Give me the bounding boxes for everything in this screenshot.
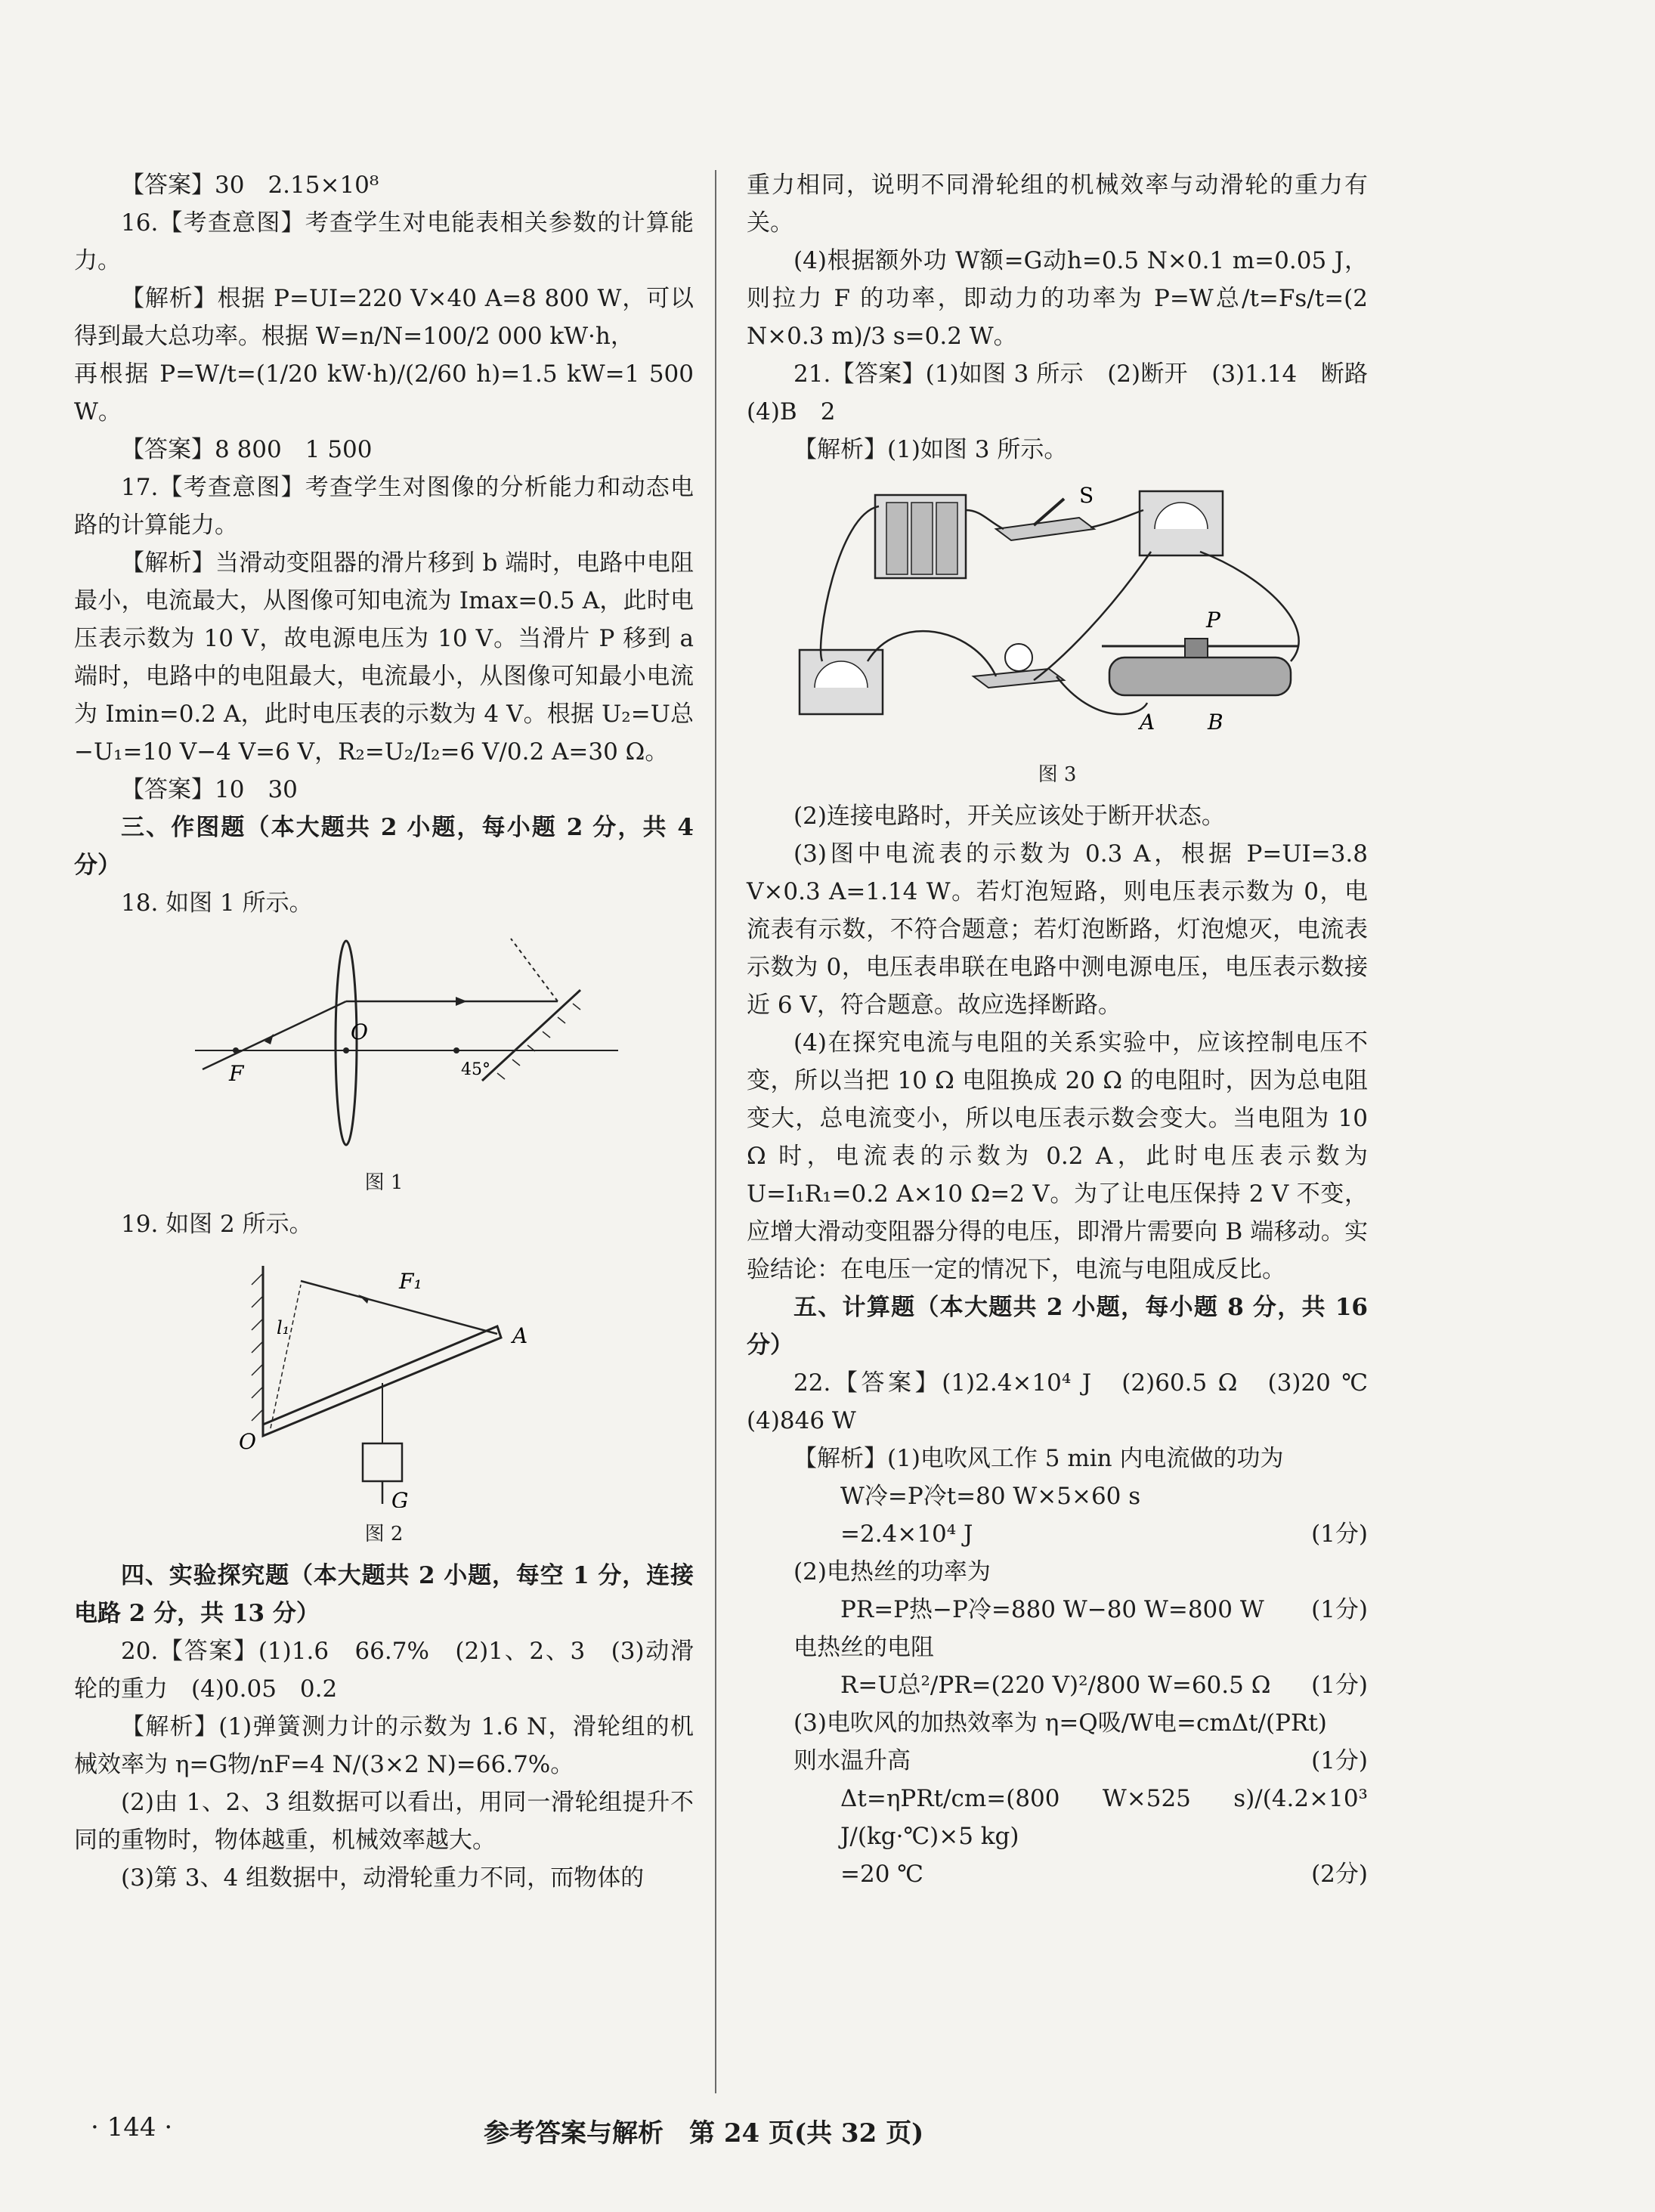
- incident-ray: [203, 1001, 346, 1069]
- q22-analysis-a: 【解析】(1)电吹风工作 5 min 内电流做的功为: [793, 1445, 1284, 1472]
- figure-2: [74, 1251, 694, 1549]
- label-45deg: 45°: [461, 1060, 490, 1079]
- q21-analysis-a: 【解析】(1)如图 3 所示。: [793, 436, 1068, 463]
- lamp-bulb: [1005, 644, 1032, 671]
- force-arrow: [358, 1295, 369, 1304]
- focus-right: [453, 1047, 459, 1053]
- q20-analysis-b: (2)由 1、2、3 组数据可以看出，用同一滑轮组提升不同的重物时，物体越重，机械效率越大。: [74, 1789, 694, 1854]
- score-3: (1分): [1311, 1672, 1368, 1699]
- footer-title: 参考答案与解析 第 24 页(共 32 页): [484, 2118, 924, 2149]
- label-F1: F₁: [399, 1269, 422, 1294]
- answer-17: 【答案】10 30: [121, 776, 298, 803]
- q22-analysis-e: 则水温升高: [793, 1747, 911, 1774]
- section-4-heading: 四、实验探究题（本大题共 2 小题，每空 1 分，连接电路 2 分，共 13 分）: [74, 1562, 694, 1627]
- q22-analysis-d: (3)电吹风的加热效率为 η=Q吸/W电=cmΔt/(PRt) (1分): [747, 1704, 1368, 1742]
- reflected-ray: [511, 939, 558, 1001]
- switch-base: [996, 518, 1094, 540]
- figure-2-caption: 图 2: [364, 1523, 404, 1545]
- rheostat-slider: [1185, 639, 1208, 657]
- q21-analysis-b: (2)连接电路时，开关应该处于断开状态。: [793, 803, 1225, 830]
- q20-analysis-a: 【解析】(1)弹簧测力计的示数为 1.6 N，滑轮组的机械效率为 η=G物/nF=4 N/(3×2 N)=66.7%。: [74, 1713, 694, 1778]
- label-G: G: [391, 1488, 409, 1508]
- ray-arrow-2: [456, 997, 467, 1006]
- figure-3: [747, 476, 1368, 790]
- circuit-diagram: [747, 476, 1368, 748]
- label-O2: O: [239, 1429, 256, 1454]
- q20-continued: 重力相同，说明不同滑轮组的机械效率与动滑轮的重力有关。: [747, 172, 1368, 237]
- q16-analysis-b: 再根据 P=W/t=(1/20 kW·h)/(2/60 h)=1.5 kW=1 500 W。: [74, 360, 694, 425]
- q22-equation-3: PR=P热−P冷=880 W−80 W=800 W (1分): [747, 1591, 1368, 1629]
- q18-text: 18. 如图 1 所示。: [121, 889, 313, 917]
- q20-part4: (4)根据额外功 W额=G动h=0.5 N×0.1 m=0.05 J，则拉力 F 的功率，即动力的功率为 P=W总/t=Fs/t=(2 N×0.3 m)/3 s=0.2 W。: [747, 247, 1368, 350]
- answer-22: 22.【答案】(1)2.4×10⁴ J (2)60.5 Ω (3)20 ℃ (4)846 W: [747, 1369, 1391, 1434]
- section-5-heading: 五、计算题（本大题共 2 小题，每小题 8 分，共 16 分）: [747, 1294, 1368, 1359]
- answer-20: 20.【答案】(1)1.6 66.7% (2)1、2、3 (3)动滑轮的重力 (4)0.05 0.2: [74, 1638, 694, 1703]
- q22-equation-6: =20 ℃ (2分): [747, 1855, 1368, 1893]
- score-5: (2分): [1311, 1861, 1368, 1888]
- label-F: F: [229, 1061, 244, 1086]
- lens-diagram: [74, 930, 694, 1156]
- label-l1: l₁: [277, 1317, 290, 1338]
- focus-left: [233, 1047, 239, 1053]
- rheostat: [1109, 657, 1291, 695]
- moment-arm: [271, 1285, 301, 1428]
- section-3-heading: 三、作图题（本大题共 2 小题，每小题 2 分，共 4 分）: [74, 814, 694, 879]
- q22-equation-5: Δt=ηPRt/cm=(800 W×525 s)/(4.2×10³ J/(kg·℃)×5 kg): [840, 1785, 1368, 1850]
- left-column: [74, 166, 694, 1897]
- q17-analysis: 【解析】当滑动变阻器的滑片移到 b 端时，电路中电阻最小，电流最大，从图像可知电流为 Imax=0.5 A，此时电压表示数为 10 V，故电源电压为 10 V。当滑片 P 移到 a 端时，电路中的电阻最大，电流最小，从图像可知最小电流为 Imin=0.2 A，此时电压表的示数为 4 V。根据 U₂=U总−U₁=10 V−4 V=6 V，R₂=U₂/I₂=6 V/0.2 A=30 Ω。: [74, 549, 694, 766]
- page-number: · 144 ·: [91, 2112, 173, 2142]
- label-P: P: [1206, 608, 1220, 633]
- q21-analysis-d: (4)在探究电流与电阻的关系实验中，应该控制电压不变，所以当把 10 Ω 电阻换成 20 Ω 的电阻时，因为总电阻变大，总电流变小，所以电压表示数会变大。当电阻为 10 Ω 时，电流表的示数为 0.2 A，此时电压表示数为 U=I₁R₁=0.2 A×10 Ω=2 V。为了让电压保持 2 V 不变，应增大滑动变阻器分得的电压，即滑片需要向 B 端移动。实验结论：在电压一定的情况下，电流与电阻成反比。: [747, 1029, 1368, 1283]
- q17-title: 17.【考查意图】考查学生对图像的分析能力和动态电路的计算能力。: [74, 474, 694, 539]
- answer-15: 【答案】30 2.15×10⁸: [121, 172, 379, 199]
- optical-center: [343, 1047, 349, 1053]
- q16-analysis-a: 【解析】根据 P=UI=220 V×40 A=8 800 W，可以得到最大总功率。根据 W=n/N=100/2 000 kW·h，: [74, 285, 694, 350]
- score-2: (1分): [1311, 1596, 1368, 1623]
- q22-analysis-b: (2)电热丝的功率为: [793, 1558, 991, 1586]
- q22-equation-4: R=U总²/PR=(220 V)²/800 W=60.5 Ω (1分): [747, 1666, 1368, 1704]
- label-O: O: [351, 1019, 368, 1044]
- q22-analysis-c: 电热丝的电阻: [793, 1634, 934, 1661]
- figure-1-caption: 图 1: [364, 1171, 404, 1194]
- label-A: A: [512, 1323, 528, 1348]
- answer-16: 【答案】8 800 1 500: [121, 436, 373, 463]
- plane-mirror: [482, 990, 580, 1081]
- q20-analysis-c: (3)第 3、4 组数据中，动滑轮重力不同，而物体的: [121, 1864, 645, 1892]
- column-divider: [715, 170, 716, 2093]
- q19-text: 19. 如图 2 所示。: [121, 1211, 313, 1238]
- q22-equation-2: =2.4×10⁴ J (1分): [747, 1515, 1368, 1553]
- q21-analysis-c: (3)图中电流表的示数为 0.3 A，根据 P=UI=3.8 V×0.3 A=1.14 W。若灯泡短路，则电压表示数为 0，电流表有示数，不符合题意；若灯泡断路，灯泡熄灭，电流表示数为 0，电压表串联在电路中测电源电压，电压表示数接近 6 V，符合题意。故应选择断路。: [747, 840, 1368, 1019]
- figure-1: [74, 930, 694, 1198]
- answer-21: 21.【答案】(1)如图 3 所示 (2)断开 (3)1.14 断路 (4)B 2: [747, 360, 1391, 425]
- score-4: (1分): [1311, 1747, 1368, 1774]
- q22-equation-1: W冷=P冷t=80 W×5×60 s: [840, 1483, 1141, 1510]
- weight-block: [363, 1443, 402, 1481]
- q16-title: 16.【考查意图】考查学生对电能表相关参数的计算能力。: [74, 209, 694, 274]
- label-S: S: [1079, 483, 1094, 508]
- right-column: [747, 166, 1391, 1893]
- lever-diagram: [74, 1251, 694, 1508]
- figure-3-caption: 图 3: [1038, 763, 1077, 786]
- label-B3: B: [1208, 710, 1223, 735]
- score-1: (1分): [1311, 1521, 1368, 1548]
- label-A3: A: [1140, 710, 1155, 735]
